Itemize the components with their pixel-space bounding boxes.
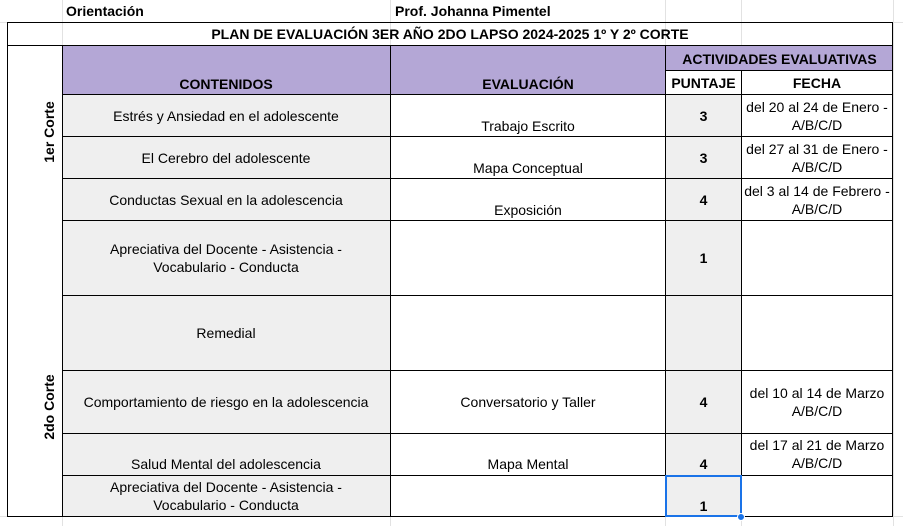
table-row-evaluacion[interactable]: Trabajo Escrito: [481, 118, 575, 134]
table-row-puntaje[interactable]: 4: [699, 192, 708, 208]
table-row-contenido[interactable]: El Cerebro del adolescente: [141, 150, 311, 166]
table-row-evaluacion[interactable]: Mapa Mental: [487, 456, 569, 472]
fecha-header: FECHA: [792, 75, 842, 91]
table-row-evaluacion[interactable]: [390, 222, 666, 294]
orientacion-label: Orientación: [66, 3, 144, 19]
table-row-fecha[interactable]: del 17 al 21 de Marzo A/B/C/D: [749, 437, 885, 471]
fill-handle[interactable]: [737, 513, 745, 521]
table-row-fecha[interactable]: [744, 477, 890, 515]
corte-1-label: 1er Corte: [41, 101, 57, 163]
table-row-contenido[interactable]: Comportamiento de riesgo en la adolescencia: [83, 394, 369, 410]
table-row-contenido[interactable]: Apreciativa del Docente - Asistencia - Vocabulario - Conducta: [110, 479, 342, 513]
table-row-contenido[interactable]: Estrés y Ansiedad en el adolescente: [113, 108, 339, 124]
table-row-puntaje[interactable]: [666, 296, 741, 370]
table-row-puntaje[interactable]: 1: [699, 250, 708, 266]
corte-2-label: 2do Corte: [41, 374, 57, 440]
plan-title: PLAN DE EVALUACIÓN 3ER AÑO 2DO LAPSO 2024-2025 1º Y 2º CORTE: [211, 26, 689, 42]
table-row-puntaje[interactable]: 4: [699, 456, 708, 472]
table-row-puntaje[interactable]: 4: [699, 394, 708, 410]
table-row-fecha[interactable]: del 10 al 14 de Marzo A/B/C/D: [749, 385, 885, 419]
table-row-contenido[interactable]: Apreciativa del Docente - Asistencia - Vocabulario - Conducta: [110, 241, 342, 275]
selected-cell-outline[interactable]: [665, 475, 742, 517]
table-row-fecha[interactable]: del 20 al 24 de Enero - A/B/C/D: [746, 99, 888, 133]
table-row-fecha[interactable]: [744, 222, 890, 294]
table-row-contenido[interactable]: Salud Mental del adolescencia: [131, 456, 321, 472]
table-row-fecha[interactable]: del 27 al 31 de Enero - A/B/C/D: [746, 141, 888, 175]
teacher-label: Prof. Johanna Pimentel: [395, 3, 551, 19]
table-row-evaluacion[interactable]: Exposición: [494, 202, 562, 218]
table-row-evaluacion[interactable]: [390, 296, 666, 370]
table-row-contenido[interactable]: Remedial: [196, 325, 256, 341]
puntaje-header: PUNTAJE: [671, 75, 736, 91]
table-row-puntaje[interactable]: 1: [699, 498, 708, 514]
table-row-fecha[interactable]: [744, 296, 890, 370]
table-row-evaluacion[interactable]: Mapa Conceptual: [473, 160, 583, 176]
actividades-header: ACTIVIDADES EVALUATIVAS: [682, 51, 877, 67]
evaluacion-header: EVALUACIÓN: [482, 76, 574, 92]
table-row-contenido[interactable]: Conductas Sexual en la adolescencia: [109, 192, 343, 208]
table-row-puntaje[interactable]: 3: [699, 150, 708, 166]
table-row-evaluacion[interactable]: [390, 477, 666, 515]
table-row-fecha[interactable]: del 3 al 14 de Febrero - A/B/C/D: [744, 183, 890, 217]
contenidos-header: CONTENIDOS: [179, 76, 273, 92]
table-row-puntaje[interactable]: 3: [699, 108, 708, 124]
table-row-evaluacion[interactable]: Conversatorio y Taller: [460, 394, 596, 410]
